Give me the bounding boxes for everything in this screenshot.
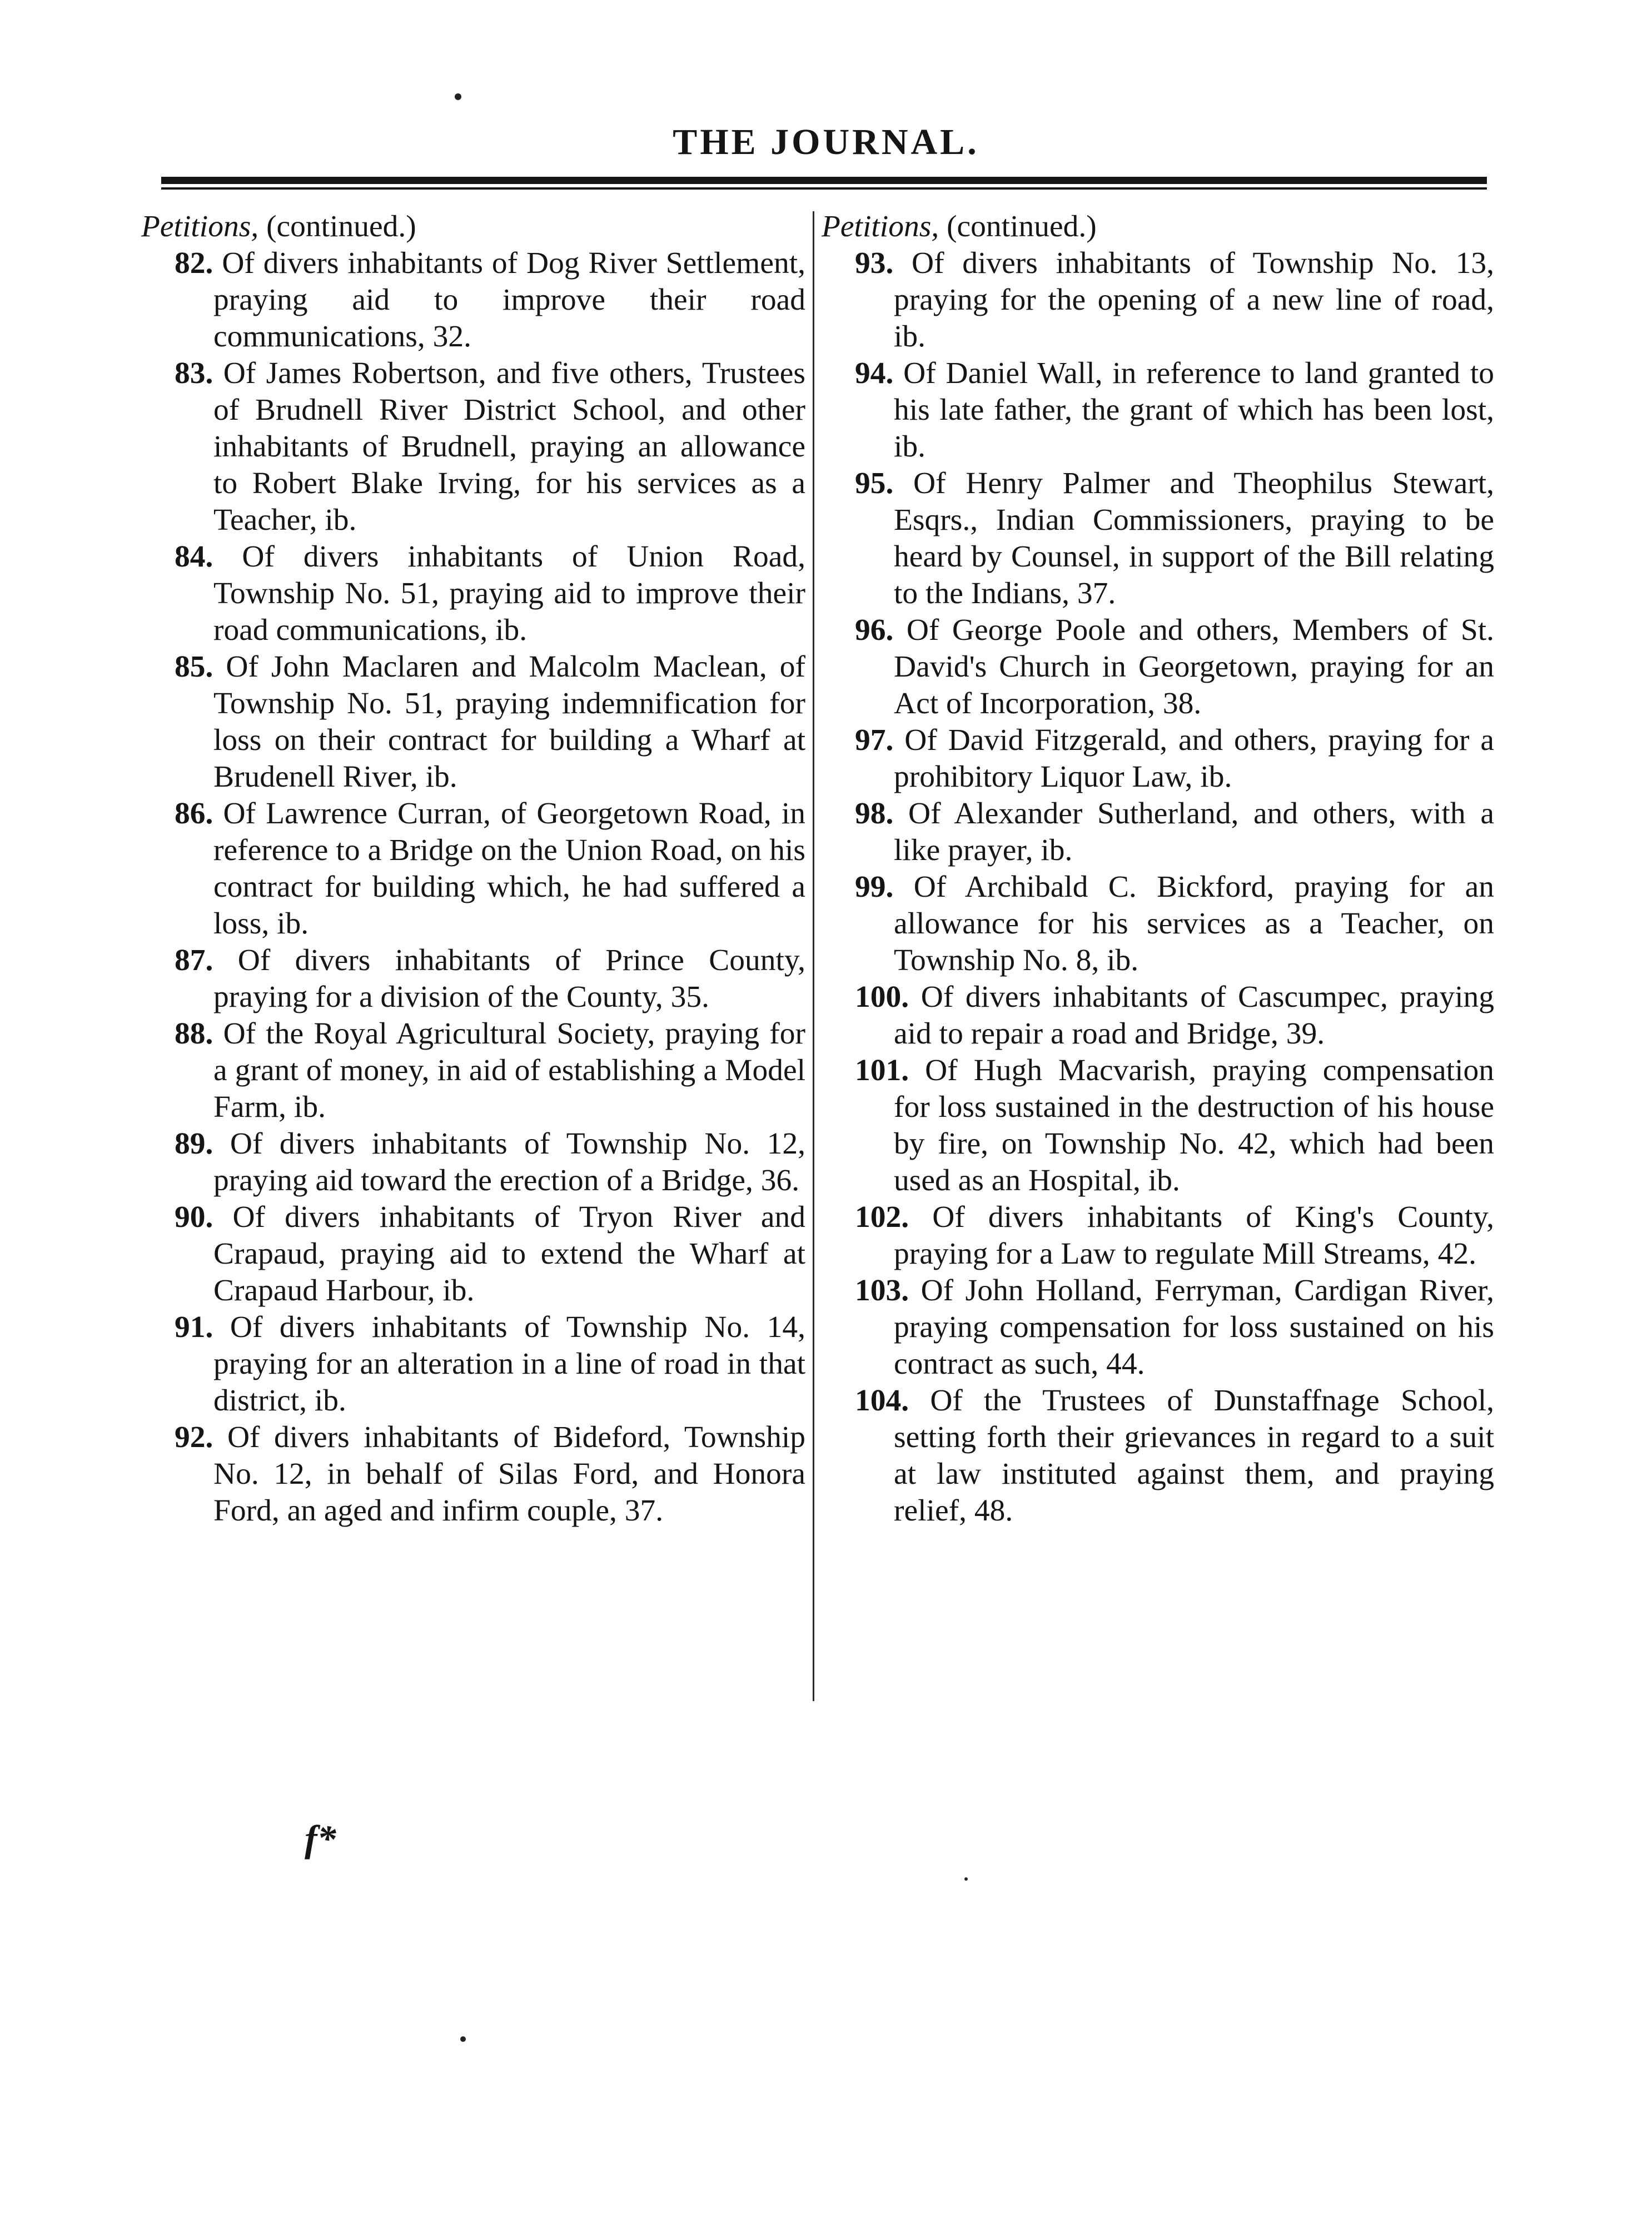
entry-number: 82.: [175, 246, 213, 280]
page-title: THE JOURNAL.: [673, 122, 979, 162]
entry-text: Of the Royal Agricultural Society, praying for a grant of money, in aid of establishing a Model Farm, ib.: [213, 1017, 805, 1124]
petition-entry: [822, 1052, 1494, 1199]
header-rule-thin: [161, 187, 1487, 190]
entry-number: 95.: [855, 466, 894, 500]
header-rule-thick: [161, 177, 1487, 184]
petition-entry: [141, 1309, 805, 1419]
entry-number: 91.: [175, 1310, 213, 1344]
entry-number: 87.: [175, 943, 213, 977]
entry-number: 92.: [175, 1420, 213, 1454]
entry-number: 99.: [855, 870, 894, 904]
entry-text: Of Alexander Sutherland, and others, with a like prayer, ib.: [894, 797, 1494, 867]
petition-entry: [822, 869, 1494, 979]
entry-text: Of divers inhabitants of Prince County, praying for a division of the County, 35.: [213, 943, 805, 1014]
petition-entry: [822, 1383, 1494, 1529]
petition-entry: [822, 612, 1494, 722]
entry-number: 101.: [855, 1053, 909, 1087]
entry-number: 85.: [175, 650, 213, 684]
petition-entry: [141, 649, 805, 796]
print-speck: [964, 1877, 968, 1881]
signature-mark: f*: [305, 1817, 336, 1860]
entry-number: 98.: [855, 797, 894, 831]
entry-text: Of Daniel Wall, in reference to land granted to his late father, the grant of which has been lost, ib.: [894, 356, 1494, 464]
petition-entry: [822, 722, 1494, 796]
entry-list: [141, 245, 805, 1529]
column-divider: [813, 211, 814, 1701]
petition-entry: [822, 796, 1494, 869]
petition-entry: [141, 1016, 805, 1126]
entry-number: 100.: [855, 980, 909, 1014]
entry-text: Of divers inhabitants of Cascumpec, praying aid to repair a road and Bridge, 39.: [894, 980, 1495, 1051]
petition-entry: [822, 355, 1494, 465]
entry-text: Of divers inhabitants of Tryon River and Crapaud, praying aid to extend the Wharf at Crapaud Harbour, ib.: [213, 1200, 805, 1308]
entry-number: 104.: [855, 1384, 909, 1418]
petition-entry: [822, 979, 1494, 1052]
petition-entry: [141, 1419, 805, 1529]
petition-entry: [822, 465, 1494, 612]
entry-text: Of divers inhabitants of Dog River Settlement, praying aid to improve their road communications, 32.: [213, 246, 805, 354]
entry-text: Of divers inhabitants of Bideford, Township No. 12, in behalf of Silas Ford, and Honora Ford, an aged and infirm couple, 37.: [213, 1420, 805, 1528]
entry-number: 94.: [855, 356, 894, 390]
entry-text: Of divers inhabitants of Township No. 13, praying for the opening of a new line of road, ib.: [894, 246, 1494, 354]
entry-text: Of divers inhabitants of Township No. 12, praying aid toward the erection of a Bridge, 36.: [213, 1127, 805, 1197]
entry-text: Of John Maclaren and Malcolm Maclean, of Township No. 51, praying indemnification for loss on their contract for building a Wharf at Brudenell River, ib.: [213, 650, 805, 794]
entry-text: Of Lawrence Curran, of Georgetown Road, in reference to a Bridge on the Union Road, on his contract for building which, he had suffered a loss, ib.: [213, 797, 806, 941]
entry-number: 96.: [855, 613, 894, 647]
left-column: [141, 208, 805, 1529]
entry-text: Of David Fitzgerald, and others, praying for a prohibitory Liquor Law, ib.: [894, 723, 1495, 794]
entry-number: 90.: [175, 1200, 213, 1234]
entry-text: Of James Robertson, and five others, Trustees of Brudnell River District School, and other inhabitants of Brudnell, praying an allowance to Robert Blake Irving, for his services as a Teacher, ib.: [213, 356, 805, 537]
right-column: [822, 208, 1494, 1529]
entry-text: Of Hugh Macvarish, praying compensation for loss sustained in the destruction of his house by fire, on Township No. 42, which had been used as an Hospital, ib.: [894, 1053, 1495, 1197]
entry-text: Of divers inhabitants of Township No. 14, praying for an alteration in a line of road in that district, ib.: [213, 1310, 805, 1418]
petition-entry: [141, 539, 805, 649]
entry-number: 93.: [855, 246, 894, 280]
entry-number: 86.: [175, 797, 213, 831]
section-heading: Petitions, (continued.): [141, 210, 416, 243]
entry-text: Of the Trustees of Dunstaffnage School, setting forth their grievances in regard to a suit at law instituted against them, and praying relief, 48.: [894, 1384, 1494, 1528]
petition-entry: [141, 1126, 805, 1199]
entry-text: Of John Holland, Ferryman, Cardigan River, praying compensation for loss sustained on his contract as such, 44.: [894, 1274, 1495, 1381]
entry-number: 83.: [175, 356, 213, 390]
entry-number: 88.: [175, 1017, 213, 1051]
print-speck: [455, 93, 461, 100]
petition-entry: [822, 1272, 1494, 1383]
entry-number: 97.: [855, 723, 894, 757]
entry-list: [822, 245, 1494, 1529]
entry-number: 84.: [175, 540, 213, 574]
petition-entry: [141, 942, 805, 1016]
petition-entry: [822, 1199, 1494, 1272]
entry-number: 102.: [855, 1200, 909, 1234]
entry-text: Of divers inhabitants of King's County, praying for a Law to regulate Mill Streams, 42.: [894, 1200, 1495, 1271]
entry-number: 103.: [855, 1274, 909, 1308]
petition-entry: [141, 245, 805, 355]
entry-text: Of George Poole and others, Members of St. David's Church in Georgetown, praying for an Act of Incorporation, 38.: [894, 613, 1495, 720]
entry-number: 89.: [175, 1127, 213, 1161]
print-speck: [460, 2036, 466, 2042]
petition-entry: [141, 1199, 805, 1309]
petition-entry: [822, 245, 1494, 355]
section-heading: Petitions, (continued.): [822, 210, 1097, 243]
entry-text: Of divers inhabitants of Union Road, Township No. 51, praying aid to improve their road communications, ib.: [213, 540, 806, 647]
petition-entry: [141, 796, 805, 942]
petition-entry: [141, 355, 805, 539]
entry-text: Of Archibald C. Bickford, praying for an allowance for his services as a Teacher, on Township No. 8, ib.: [894, 870, 1494, 977]
entry-text: Of Henry Palmer and Theophilus Stewart, Esqrs., Indian Commissioners, praying to be heard by Counsel, in support of the Bill relating to the Indians, 37.: [894, 466, 1495, 610]
